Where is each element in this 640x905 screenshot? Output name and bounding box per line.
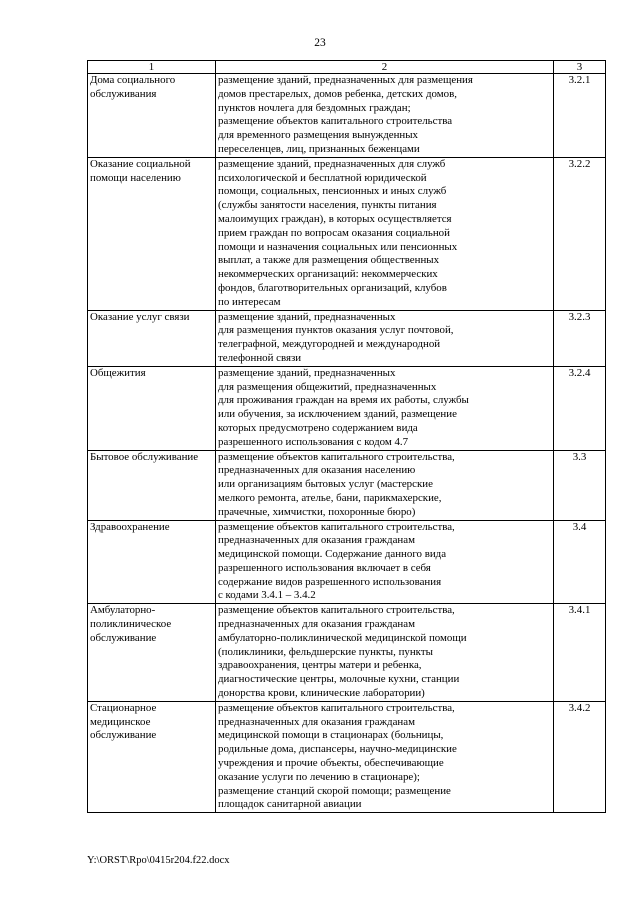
use-type-name: Стационарное медицинское обслуживание <box>88 701 216 812</box>
header-col-2: 2 <box>216 61 554 74</box>
use-type-code: 3.2.3 <box>554 310 606 366</box>
header-col-3: 3 <box>554 61 606 74</box>
use-type-code: 3.4.2 <box>554 701 606 812</box>
use-type-description: размещение зданий, предназначенных для размещения общежитий, предназначенных для проживания граждан на время их работы, службы или обучения, за исключением зданий, размещение которых предусмотрено содержанием вида разрешенного использования с кодом 4.7 <box>216 366 554 450</box>
use-type-name: Дома социального обслуживания <box>88 74 216 158</box>
use-type-code: 3.3 <box>554 450 606 520</box>
use-type-name: Оказание услуг связи <box>88 310 216 366</box>
use-type-description: размещение объектов капитального строительства, предназначенных для оказания гражданам амбулаторно-поликлинической медицинской помощи (поликлиники, фельдшерские пункты, пункты здравоохранения, центры матери и ребенка, диагностические центры, молочные кухни, станции донорства крови, клинические лаборатории) <box>216 604 554 702</box>
use-type-description: размещение зданий, предназначенных для размещения домов престарелых, домов ребенка, детских домов, пунктов ночлега для бездомных граждан; размещение объектов капитального строительства для временного размещения вынужденных переселенцев, лиц, признанных беженцами <box>216 74 554 158</box>
table-row <box>88 157 606 310</box>
table-row <box>88 520 606 604</box>
use-type-name: Общежития <box>88 366 216 450</box>
use-type-description: размещение объектов капитального строительства, предназначенных для оказания гражданам медицинской помощи в стационарах (больницы, родильные дома, диспансеры, научно-медицинские учреждения и прочие объекты, обеспечивающие оказание услуги по лечению в стационаре); размещение станций скорой помощи; размещение площадок санитарной авиации <box>216 701 554 812</box>
use-type-code: 3.4 <box>554 520 606 604</box>
use-type-name: Оказание социальной помощи населению <box>88 157 216 310</box>
use-type-description: размещение объектов капитального строительства, предназначенных для оказания гражданам медицинской помощи. Содержание данного вида разрешенного использования включает в себя содержание видов разрешенного использования с кодами 3.4.1 – 3.4.2 <box>216 520 554 604</box>
use-type-name: Здравоохранение <box>88 520 216 604</box>
use-type-code: 3.2.2 <box>554 157 606 310</box>
header-col-1: 1 <box>88 61 216 74</box>
use-type-description: размещение зданий, предназначенных для размещения пунктов оказания услуг почтовой, телеграфной, междугородней и международной телефонной связи <box>216 310 554 366</box>
file-path-footer: Y:\ORST\Rpo\0415r204.f22.docx <box>87 855 230 866</box>
table-row <box>88 450 606 520</box>
table-row <box>88 310 606 366</box>
use-type-description: размещение зданий, предназначенных для служб психологической и бесплатной юридической помощи, социальных, пенсионных и иных служб (службы занятости населения, пункты питания малоимущих граждан), в которых осуществляется прием граждан по вопросам оказания социальной помощи и назначения социальных или пенсионных выплат, а также для размещения общественных некоммерческих организаций: некоммерческих фондов, благотворительных организаций, клубов по интересам <box>216 157 554 310</box>
table-row <box>88 604 606 702</box>
table-row <box>88 74 606 158</box>
table-row <box>88 701 606 812</box>
use-type-code: 3.2.4 <box>554 366 606 450</box>
use-type-name: Амбулаторно-поликлиническое обслуживание <box>88 604 216 702</box>
use-type-name: Бытовое обслуживание <box>88 450 216 520</box>
use-type-code: 3.2.1 <box>554 74 606 158</box>
use-type-description: размещение объектов капитального строительства, предназначенных для оказания населению или организациям бытовых услуг (мастерские мелкого ремонта, ателье, бани, парикмахерские, прачечные, химчистки, похоронные бюро) <box>216 450 554 520</box>
table-row <box>88 366 606 450</box>
page-number: 23 <box>314 37 326 49</box>
use-type-code: 3.4.1 <box>554 604 606 702</box>
table-header-row <box>88 61 606 74</box>
land-use-table <box>87 60 606 813</box>
